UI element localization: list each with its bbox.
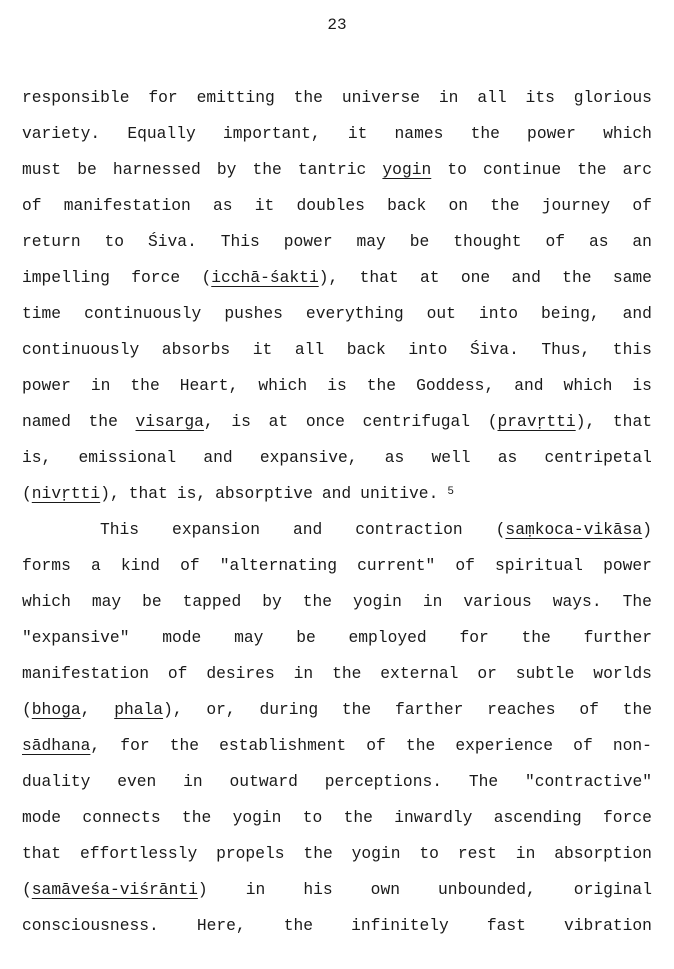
word: in (438, 88, 459, 107)
word: ascending (493, 808, 582, 827)
word: emitting (196, 88, 275, 107)
word: tantric (297, 160, 367, 179)
word: desires (206, 664, 275, 683)
word: at (268, 412, 289, 431)
word: or (477, 664, 497, 683)
word: into (408, 340, 448, 359)
word: and (292, 520, 323, 539)
word: tapped (182, 592, 242, 611)
word: may (234, 628, 264, 647)
word: perceptions. (324, 772, 443, 791)
word: power (22, 376, 71, 395)
word: phala), (114, 700, 183, 719)
word: be (77, 160, 97, 179)
word: return (22, 232, 81, 251)
word: reaches (487, 700, 556, 719)
word: everything (305, 304, 404, 323)
word: the (303, 844, 333, 863)
word: centrifugal (362, 412, 471, 431)
word: responsible (22, 88, 130, 107)
text-line (22, 664, 652, 683)
word: its (525, 88, 555, 107)
page-number: 23 (327, 16, 347, 34)
word: fast (486, 916, 526, 935)
word: yogin (382, 160, 432, 179)
text-line (22, 376, 652, 395)
word: ways. (552, 592, 602, 611)
word: duality (22, 772, 91, 791)
word: which (563, 376, 613, 395)
word: to (419, 844, 439, 863)
word: which (603, 124, 652, 143)
word: the (181, 808, 212, 827)
word: worlds (593, 664, 652, 683)
word: visarga, (135, 412, 214, 431)
word: expansive, (259, 448, 358, 467)
word: continuously (84, 304, 202, 323)
word: Equally (127, 124, 196, 143)
word: connects (82, 808, 161, 827)
word: as (588, 232, 609, 251)
word: This (100, 520, 140, 539)
word: the (332, 664, 362, 683)
word: consciousness. (22, 916, 159, 935)
text-line (22, 160, 652, 179)
word: well (431, 448, 471, 467)
word: into (478, 304, 519, 323)
word: being, (541, 304, 600, 323)
word: rest (457, 844, 497, 863)
word: power (283, 232, 333, 251)
word: experience (455, 736, 554, 755)
word: of (366, 736, 386, 755)
word: current" (357, 556, 436, 575)
word: names (394, 124, 444, 143)
text-line (22, 772, 652, 791)
word: in (293, 664, 314, 683)
text-line (22, 628, 652, 647)
word: arc (622, 160, 652, 179)
word: further (583, 628, 652, 647)
word: the (302, 592, 333, 611)
text-line (22, 880, 652, 899)
word: the (405, 736, 436, 755)
word: expansion (172, 520, 260, 539)
word: his (303, 880, 333, 899)
word: and (514, 376, 544, 395)
word: of (545, 232, 566, 251)
word: impelling (22, 268, 110, 287)
word: a (90, 556, 101, 575)
word: which (22, 592, 71, 611)
word: journey (541, 196, 611, 215)
word: infinitely (351, 916, 449, 935)
word: "alternating (219, 556, 337, 575)
word: that (612, 412, 652, 431)
text-line (22, 196, 652, 215)
word: establishment (219, 736, 347, 755)
word: once (305, 412, 345, 431)
word: be (296, 628, 316, 647)
word: as (384, 448, 405, 467)
word: continue (483, 160, 562, 179)
word: centripetal (544, 448, 652, 467)
word: that (128, 484, 168, 503)
word: (pravṛtti), (487, 412, 596, 431)
word: of (632, 196, 652, 215)
word: The (468, 772, 499, 791)
word: yogin (353, 592, 402, 611)
word: power (527, 124, 576, 143)
word: thought (453, 232, 522, 251)
word: back (346, 340, 386, 359)
word: (nivṛtti), (22, 484, 120, 503)
word: for (148, 88, 178, 107)
word: the (343, 808, 373, 827)
word: the (577, 160, 607, 179)
word: the (252, 160, 282, 179)
word: forms (22, 556, 71, 575)
word: the (169, 736, 200, 755)
word: "contractive" (524, 772, 652, 791)
word: sādhana, (22, 736, 101, 755)
word: Śiva. (469, 340, 519, 359)
word: farther (394, 700, 464, 719)
word: in (515, 844, 536, 863)
word: is (231, 412, 251, 431)
word: external (380, 664, 459, 683)
word: the (521, 628, 551, 647)
word: be (142, 592, 162, 611)
word: by (262, 592, 282, 611)
word: original (573, 880, 652, 899)
word: employed (348, 628, 427, 647)
word: and (622, 304, 652, 323)
word: out (426, 304, 456, 323)
word: Goddess, (416, 376, 495, 395)
word: must (22, 160, 62, 179)
footnote-marker: 5 (447, 486, 454, 498)
word: the (88, 412, 118, 431)
word: and (321, 484, 352, 503)
word: the (293, 88, 323, 107)
word: the (562, 268, 592, 287)
word: even (117, 772, 157, 791)
text-line (22, 700, 652, 719)
word: or, (206, 700, 236, 719)
word: subtle (515, 664, 575, 683)
word: The (622, 592, 652, 611)
word: spiritual (495, 556, 583, 575)
word: important, (222, 124, 321, 143)
word: in (422, 592, 443, 611)
word: during (259, 700, 319, 719)
text-line (22, 736, 652, 755)
word: mode (22, 808, 62, 827)
word: the (341, 700, 372, 719)
word: named (22, 412, 71, 431)
word: yogin (351, 844, 401, 863)
word: mode (162, 628, 202, 647)
text-line (22, 304, 652, 323)
word: this (612, 340, 652, 359)
word: the (130, 376, 160, 395)
word: to (447, 160, 467, 179)
word: harnessed (112, 160, 201, 179)
word: in (183, 772, 203, 791)
word: the (283, 916, 314, 935)
word: same (612, 268, 652, 287)
text-line (22, 88, 652, 107)
word: (saṃkoca-vikāsa) (495, 520, 652, 539)
word: be (409, 232, 430, 251)
text-line (22, 412, 652, 431)
text-line (22, 340, 652, 359)
word: on (448, 196, 469, 215)
text-line (22, 232, 652, 251)
word: by (216, 160, 237, 179)
word: kind (120, 556, 160, 575)
word: outward (229, 772, 298, 791)
word: in (245, 880, 266, 899)
word: vibration (564, 916, 652, 935)
word: and (203, 448, 233, 467)
word: inwardly (394, 808, 473, 827)
word: (bhoga, (22, 700, 91, 719)
text-line (22, 556, 652, 575)
word: it (252, 340, 273, 359)
word: Here, (196, 916, 246, 935)
word: time (22, 304, 62, 323)
text-line (22, 592, 652, 611)
word: of (573, 736, 593, 755)
word: "expansive" (22, 628, 130, 647)
word: is (632, 376, 652, 395)
word: which (258, 376, 308, 395)
word: Śiva. (147, 232, 197, 251)
word: is (327, 376, 347, 395)
word: an (632, 232, 652, 251)
word: back (387, 196, 427, 215)
word: absorption (554, 844, 652, 863)
text-line (100, 520, 652, 539)
word: all (294, 340, 325, 359)
word: the (366, 376, 397, 395)
word: absorptive (215, 484, 313, 503)
text-line (22, 268, 652, 287)
word: contraction (355, 520, 463, 539)
word: in (90, 376, 111, 395)
word: glorious (573, 88, 652, 107)
word: it (254, 196, 275, 215)
word: it (347, 124, 368, 143)
text-line (22, 844, 652, 863)
word: is, (22, 448, 52, 467)
word: of (455, 556, 475, 575)
word: doubles (296, 196, 365, 215)
word: various (463, 592, 532, 611)
word: absorbs (161, 340, 231, 359)
word: own (370, 880, 400, 899)
word: one (460, 268, 491, 287)
text-line (22, 484, 652, 503)
word: (samāveśa-viśrānti) (22, 880, 208, 899)
word: Heart, (179, 376, 239, 395)
word: force (131, 268, 181, 287)
word: the (490, 196, 520, 215)
word: This (220, 232, 260, 251)
word: at (420, 268, 440, 287)
word: continuously (22, 340, 140, 359)
word: the (470, 124, 500, 143)
word: to (302, 808, 323, 827)
word: as (497, 448, 518, 467)
word: to (104, 232, 125, 251)
word: for (459, 628, 489, 647)
text-line (22, 124, 652, 143)
word: unitive. (360, 484, 439, 503)
word: non- (612, 736, 652, 755)
word: manifestation (63, 196, 191, 215)
word: propels (216, 844, 285, 863)
word: of (180, 556, 200, 575)
word: (icchā-śakti), (201, 268, 339, 287)
word: is, (176, 484, 207, 503)
word: that (359, 268, 399, 287)
word: emissional (78, 448, 177, 467)
word: unbounded, (438, 880, 536, 899)
word: power (603, 556, 652, 575)
word: and (511, 268, 541, 287)
text-line (22, 448, 652, 467)
word: of (579, 700, 599, 719)
word: variety. (22, 124, 101, 143)
word: for (120, 736, 150, 755)
word: the (622, 700, 652, 719)
word: force (603, 808, 652, 827)
word: of (22, 196, 42, 215)
word: as (213, 196, 233, 215)
word: may (91, 592, 122, 611)
word: universe (341, 88, 421, 107)
word: of (167, 664, 188, 683)
text-line (22, 916, 652, 935)
word: may (356, 232, 386, 251)
text-line (22, 808, 652, 827)
word: all (477, 88, 507, 107)
word: yogin (232, 808, 282, 827)
word: pushes (224, 304, 283, 323)
word: effortlessly (79, 844, 198, 863)
word: manifestation (22, 664, 150, 683)
word: Thus, (541, 340, 591, 359)
word: that (22, 844, 62, 863)
